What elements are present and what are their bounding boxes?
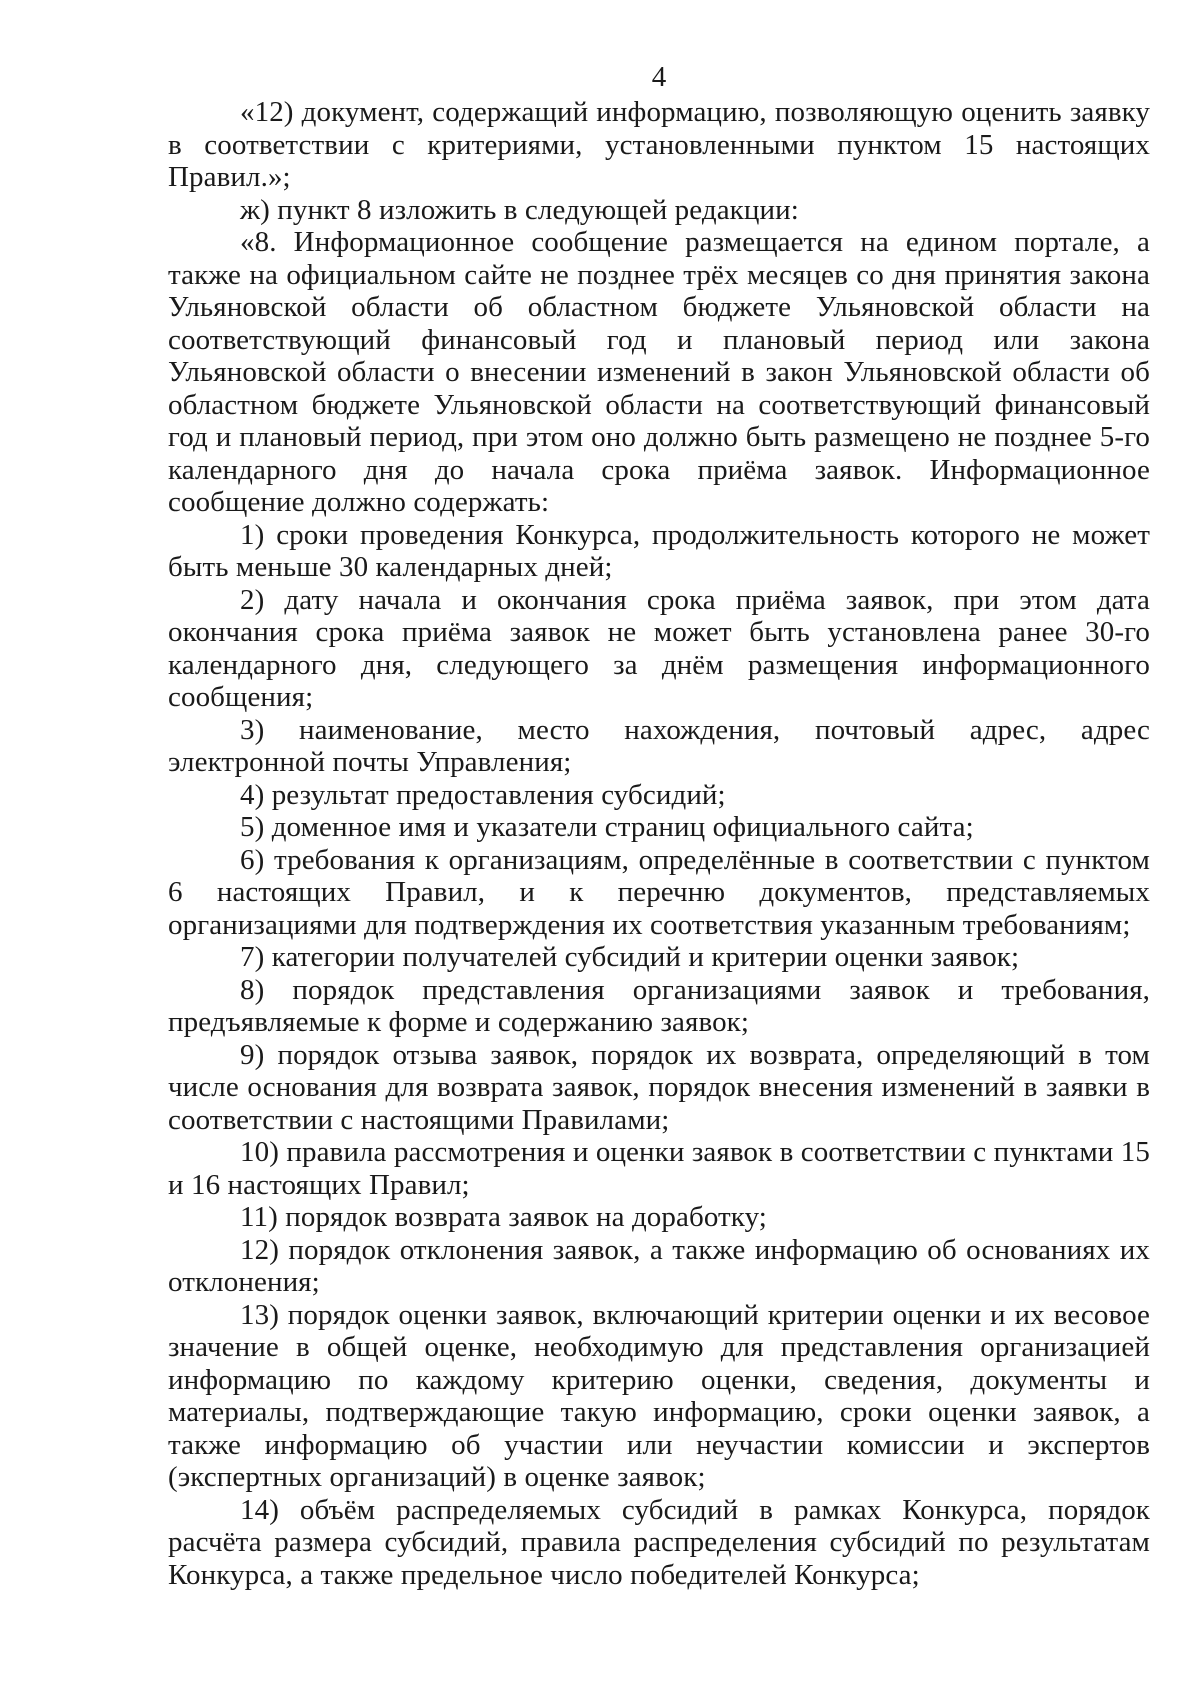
list-item-13: 13) порядок оценки заявок, включающий критерии оценки и их весовое значение в общей оценке, необходимую для представления организацией информацию по каждому критерию оценки, сведения, документы и материалы, подтверждающие такую информацию, сроки оценки заявок, а также информацию об участии или неучастии комиссии и экспертов (экспертных организаций) в оценке заявок;	[168, 1298, 1150, 1493]
document-page	[168, 60, 1150, 1591]
paragraph-point-8: «8. Информационное сообщение размещается на едином портале, а также на официальном сайте не позднее трёх месяцев со дня принятия закона Ульяновской области об областном бюджете Ульяновской области на соответствующий финансовый год и плановый период или закона Ульяновской области о внесении изменений в закон Ульяновской области об областном бюджете Ульяновской области на соответствующий финансовый год и плановый период, при этом оно должно быть размещено не позднее 5-го календарного дня до начала срока приёма заявок. Информационное сообщение должно содержать:	[168, 226, 1150, 518]
list-item-1: 1) сроки проведения Конкурса, продолжительность которого не может быть меньше 30 календарных дней;	[168, 518, 1150, 583]
list-item-8: 8) порядок представления организациями заявок и требования, предъявляемые к форме и содержанию заявок;	[168, 973, 1150, 1038]
list-item-10: 10) правила рассмотрения и оценки заявок в соответствии с пунктами 15 и 16 настоящих Правил;	[168, 1136, 1150, 1201]
list-item-6: 6) требования к организациям, определённые в соответствии с пунктом 6 настоящих Правил, и к перечню документов, представляемых организациями для подтверждения их соответствия указанным требованиям;	[168, 843, 1150, 941]
list-item-4: 4) результат предоставления субсидий;	[240, 778, 726, 811]
list-item-2: 2) дату начала и окончания срока приёма заявок, при этом дата окончания срока приёма заявок не может быть установлена ранее 30-го календарного дня, следующего за днём размещения информационного сообщения;	[168, 583, 1150, 713]
list-item-14: 14) объём распределяемых субсидий в рамках Конкурса, порядок расчёта размера субсидий, правила распределения субсидий по результатам Конкурса, а также предельное число победителей Конкурса;	[168, 1493, 1150, 1591]
list-item-9: 9) порядок отзыва заявок, порядок их возврата, определяющий в том числе основания для возврата заявок, порядок внесения изменений в заявки в соответствии с настоящими Правилами;	[168, 1038, 1150, 1136]
page-number: 4	[651, 61, 667, 93]
list-item-3: 3) наименование, место нахождения, почтовый адрес, адрес электронной почты Управления;	[168, 713, 1150, 778]
list-item-5: 5) доменное имя и указатели страниц официального сайта;	[240, 811, 974, 843]
paragraph-item-12: «12) документ, содержащий информацию, позволяющую оценить заявку в соответствии с критериями, установленными пунктом 15 настоящих Правил.»;	[168, 96, 1150, 193]
list-item-12: 12) порядок отклонения заявок, а также информацию об основаниях их отклонения;	[168, 1233, 1150, 1298]
list-item-7: 7) категории получателей субсидий и критерии оценки заявок;	[240, 941, 1020, 973]
list-item-11: 11) порядок возврата заявок на доработку;	[240, 1201, 767, 1233]
paragraph-amendment-zh: ж) пункт 8 изложить в следующей редакции:	[240, 193, 799, 226]
